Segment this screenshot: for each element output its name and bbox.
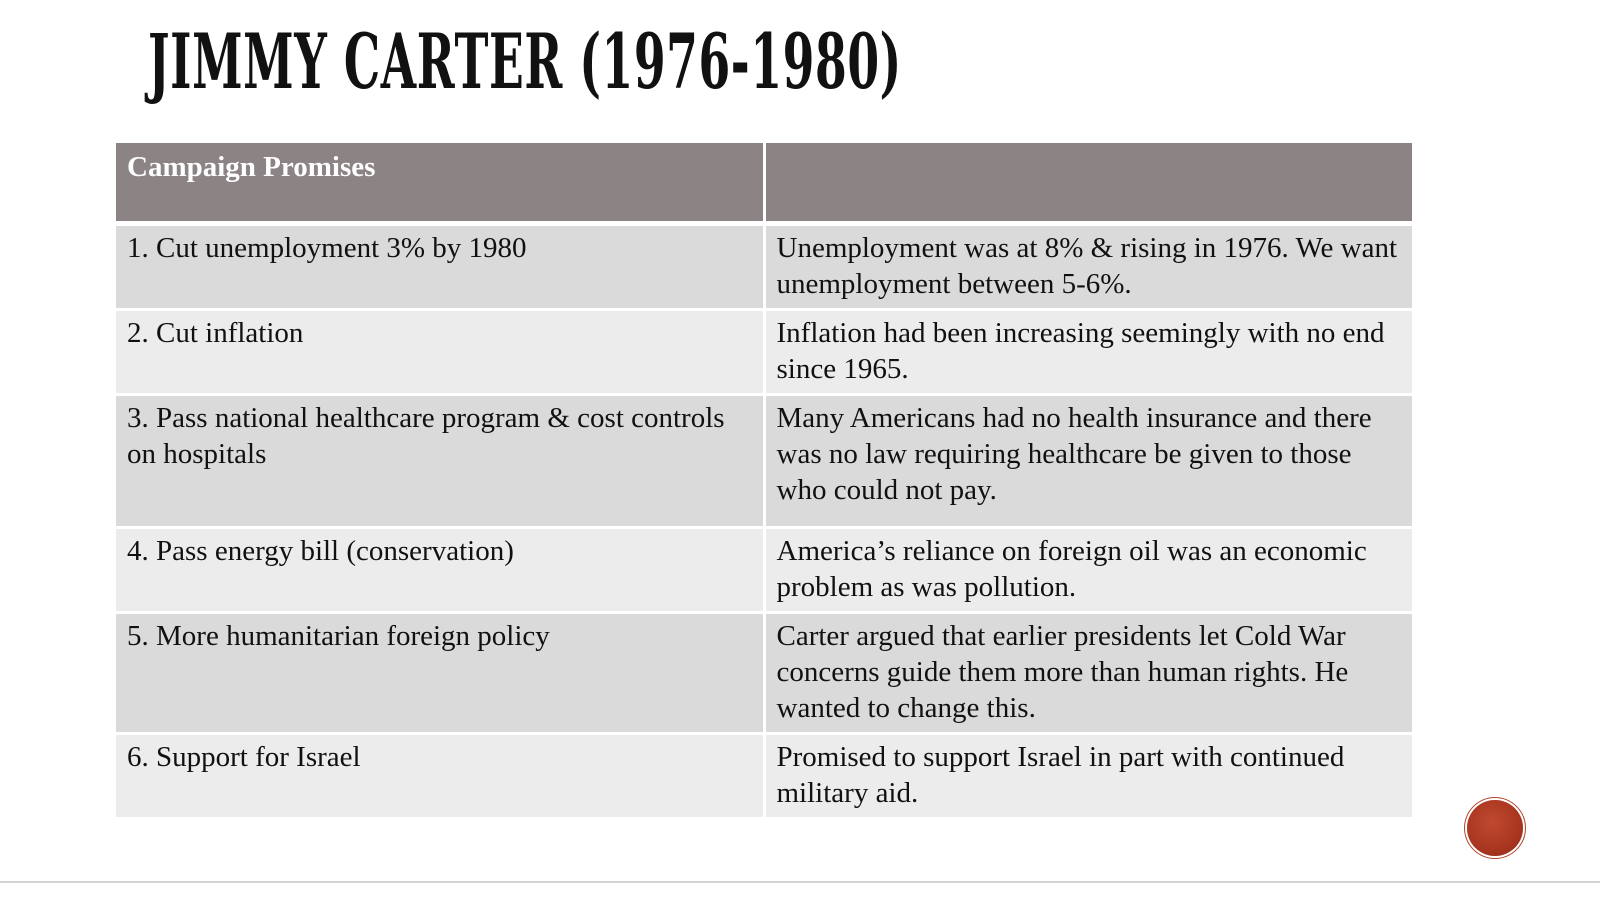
- detail-cell: Unemployment was at 8% & rising in 1976. We want unemployment between 5-6%.: [764, 224, 1412, 310]
- promise-cell: 4. Pass energy bill (conservation): [116, 528, 764, 613]
- table-row: [116, 395, 1412, 528]
- table-row: [116, 224, 1412, 310]
- table-row: [116, 310, 1412, 395]
- detail-cell: Inflation had been increasing seemingly with no end since 1965.: [764, 310, 1412, 395]
- table-row: [116, 613, 1412, 734]
- promise-cell: 5. More humanitarian foreign policy: [116, 613, 764, 734]
- header-campaign-promises: Campaign Promises: [116, 143, 764, 224]
- promise-cell: 2. Cut inflation: [116, 310, 764, 395]
- bottom-divider: [0, 881, 1600, 883]
- table-header-row: [116, 143, 1412, 224]
- detail-cell: America’s reliance on foreign oil was an economic problem as was pollution.: [764, 528, 1412, 613]
- header-details: [764, 143, 1412, 224]
- promise-cell: 1. Cut unemployment 3% by 1980: [116, 224, 764, 310]
- detail-cell: Many Americans had no health insurance and there was no law requiring healthcare be given to those who could not pay.: [764, 395, 1412, 528]
- slide-title: JIMMY CARTER (1976-1980): [148, 17, 902, 106]
- promise-cell: 6. Support for Israel: [116, 734, 764, 818]
- red-circle-icon: [1467, 800, 1523, 856]
- promise-cell: 3. Pass national healthcare program & cost controls on hospitals: [116, 395, 764, 528]
- detail-cell: Carter argued that earlier presidents let Cold War concerns guide them more than human rights. He wanted to change this.: [764, 613, 1412, 734]
- table-row: [116, 528, 1412, 613]
- detail-cell: Promised to support Israel in part with continued military aid.: [764, 734, 1412, 818]
- campaign-promises-table: [116, 143, 1412, 817]
- table-row: [116, 734, 1412, 818]
